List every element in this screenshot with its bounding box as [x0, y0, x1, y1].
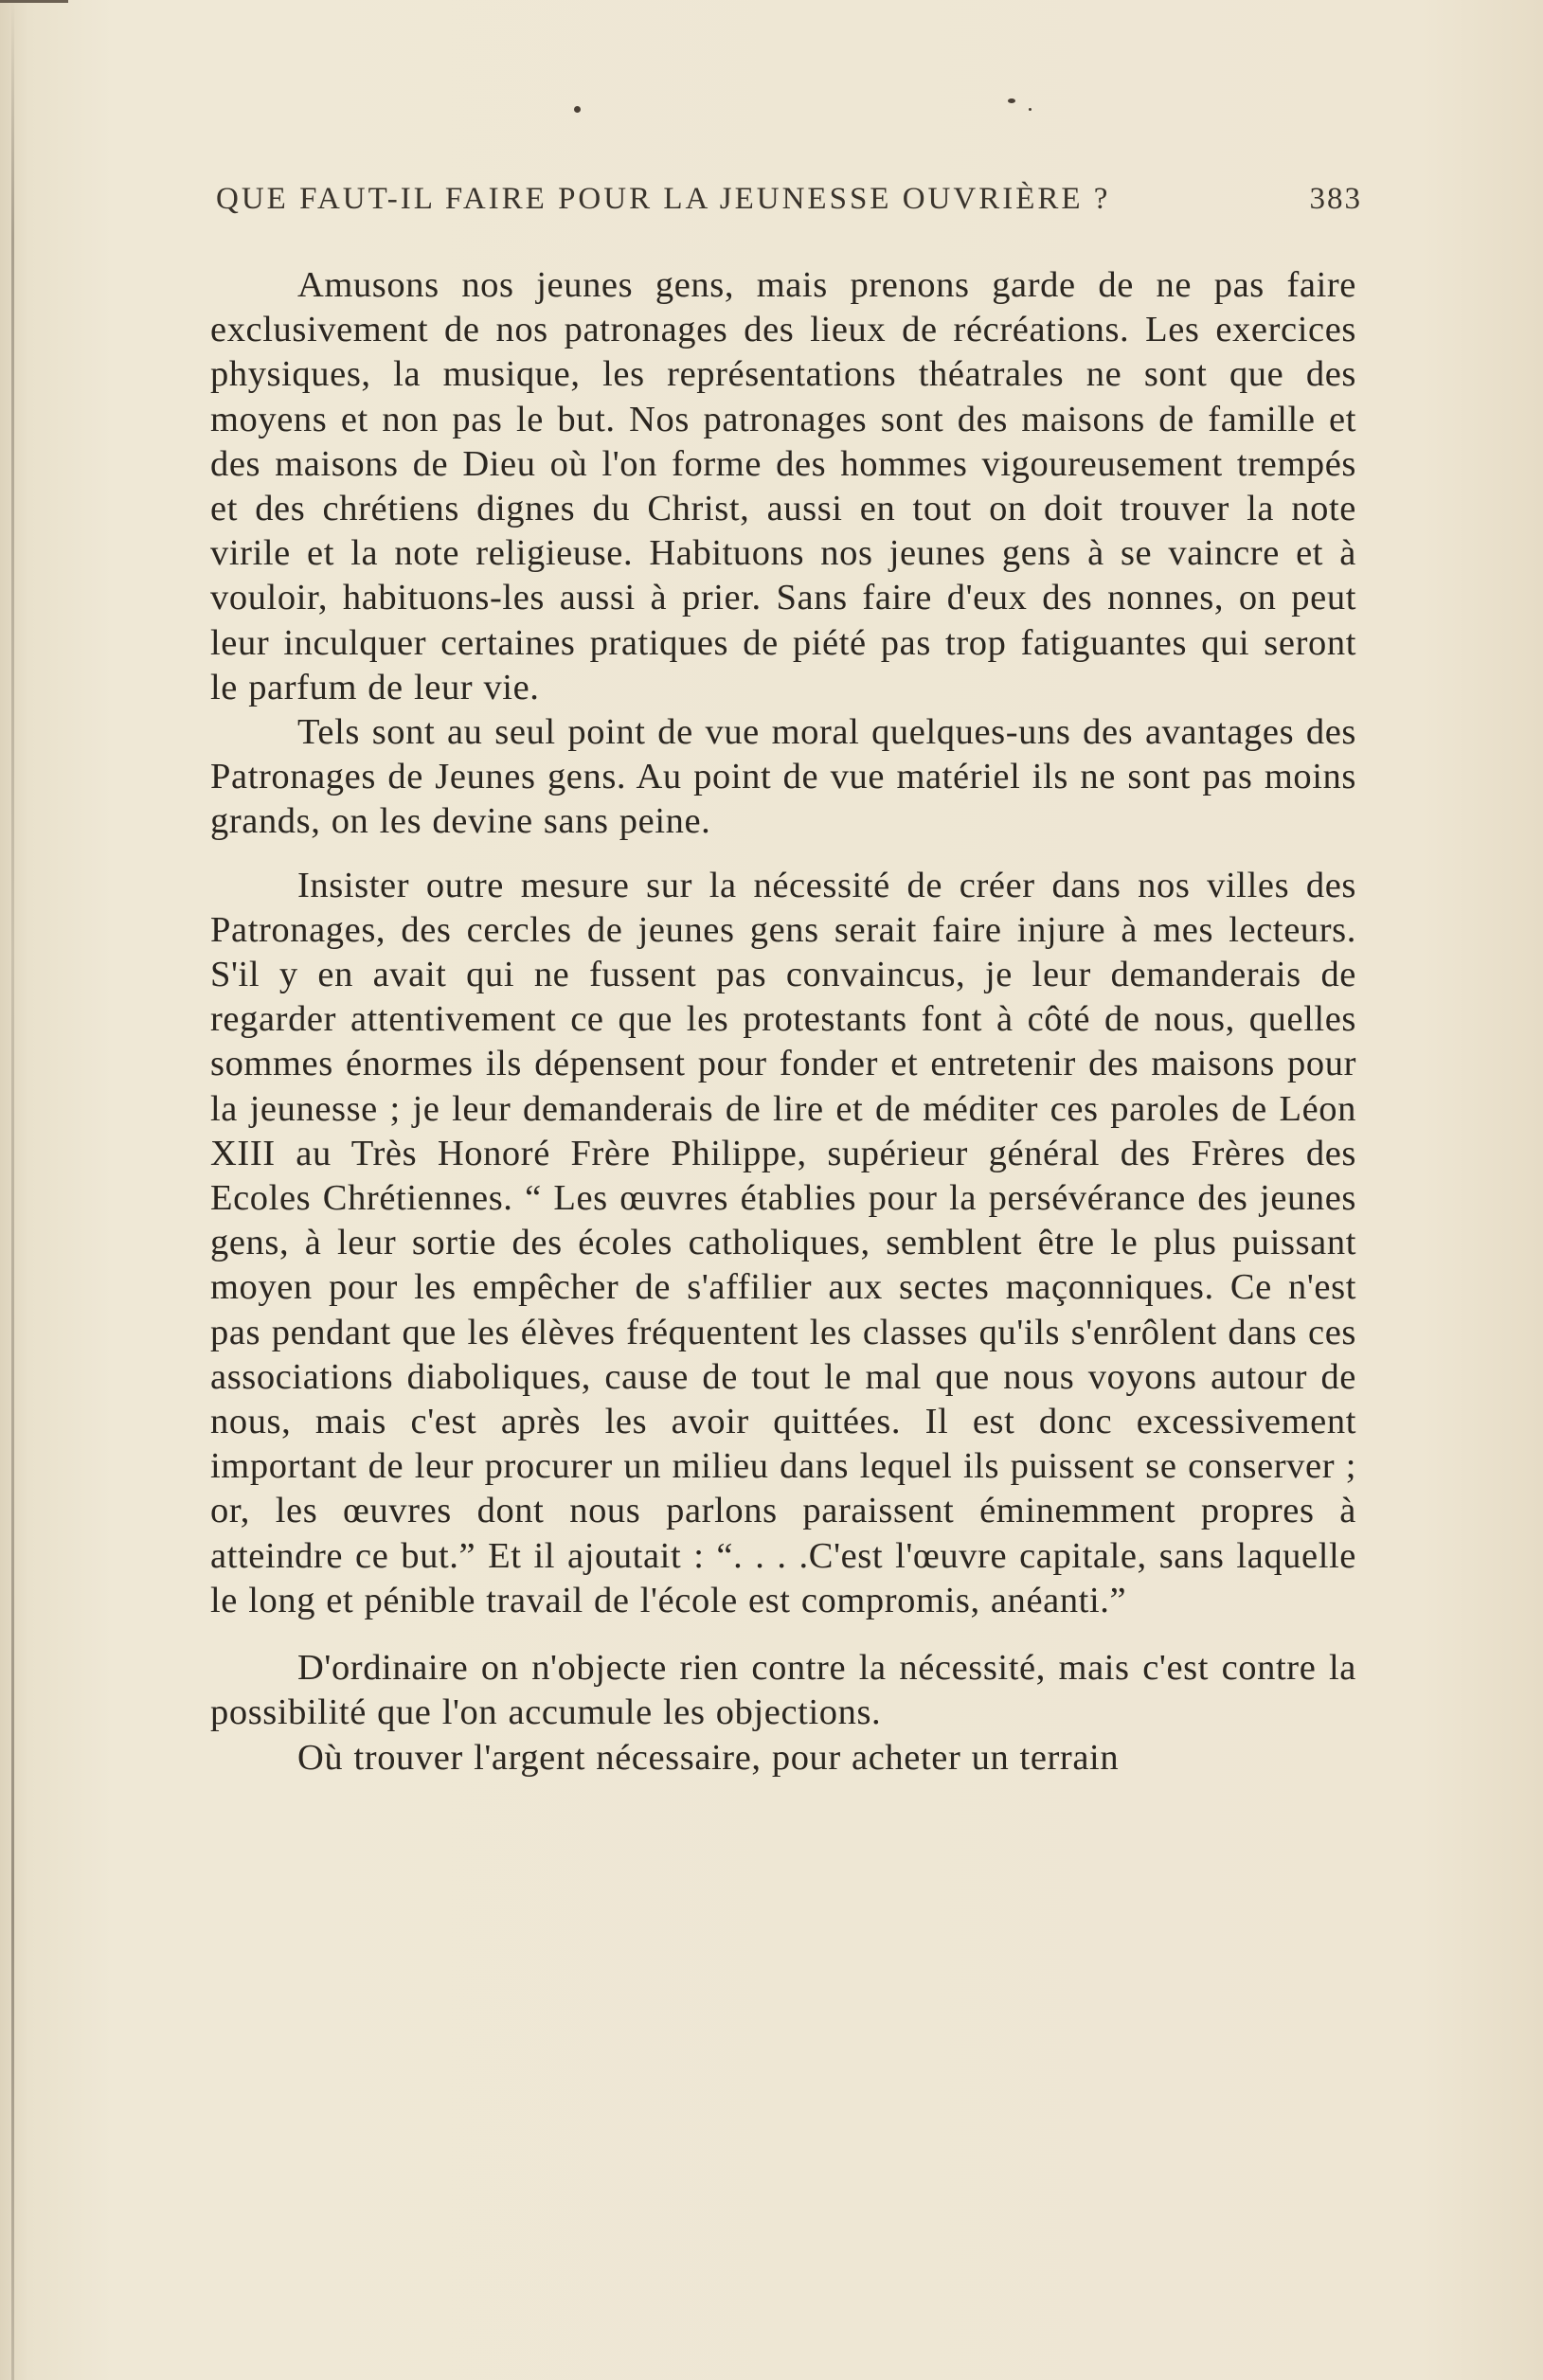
paragraph-5: Où trouver l'argent nécessaire, pour acheter un terrain	[297, 1737, 1120, 1778]
paragraph-1: Amusons nos jeunes gens, mais prenons garde de ne pas faire exclusivement de nos patronages des lieux de récréations. Les exercices physiques, la musique, les représentations théatrales ne sont que des moyens et non pas le but. Nos patronages sont des maisons de famille et des maisons de Dieu où l'on forme des hommes vigoureusement trempés et des chrétiens dignes du Christ, aussi en tout on doit trouver la note virile et la note religieuse. Habituons nos jeunes gens à se vaincre et à vouloir, habituons-les aussi à prier. Sans faire d'eux des nonnes, on peut leur inculquer certaines pratiques de piété pas trop fatiguantes qui seront le parfum de leur vie.	[210, 265, 1356, 707]
paragraph-3: Insister outre mesure sur la nécessité de créer dans nos villes des Patronages, des cercles de jeunes gens serait faire injure à mes lecteurs. S'il y en avait qui ne fussent pas convaincus, je leur demanderais de regarder attentivement ce que les protestants font à côté de nous, quelles sommes énormes ils dépensent pour fonder et entretenir des maisons pour la jeunesse ; je leur demanderais de lire et de méditer ces paroles de Léon XIII au Très Honoré Frère Philippe, supérieur général des Frères des Ecoles Chrétiennes. “ Les œuvres établies pour la persévérance des jeunes gens, à leur sortie des écoles catholiques, semblent être le plus puissant moyen pour les empêcher de s'affilier aux sectes maçonniques. Ce n'est pas pendant que les élèves fréquentent les classes qu'ils s'enrôlent dans ces associations diaboliques, cause de tout le mal que nous voyons autour de nous, mais c'est après les avoir quittées. Il est donc excessivement important de leur procurer un milieu dans lequel ils puissent se conserver ; or, les œuvres dont nous parlons paraissent éminemment propres à atteindre ce but.” Et il ajoutait : “. . . .C'est l'œuvre capitale, sans laquelle le long et pénible travail de l'école est compromis, anéanti.”	[210, 865, 1356, 1620]
running-head	[216, 182, 1362, 229]
running-head-title: QUE FAUT-IL FAIRE POUR LA JEUNESSE OUVRIÈRE ?	[216, 182, 1111, 216]
binding-edge-shadow	[11, 0, 14, 2380]
ink-speck	[1008, 98, 1015, 103]
paragraph-4: D'ordinaire on n'objecte rien contre la nécessité, mais c'est contre la possibilité que l'on accumule les objections.	[210, 1648, 1356, 1733]
body-text	[210, 263, 1356, 1781]
ink-speck	[1029, 108, 1032, 111]
ink-speck	[574, 106, 581, 113]
top-edge-rule	[0, 0, 68, 3]
paragraph-2: Tels sont au seul point de vue moral quelques-uns des avantages des Patronages de Jeunes gens. Au point de vue matériel ils ne sont pas moins grands, on les devine sans peine.	[210, 712, 1356, 842]
page-number: 383	[1309, 182, 1362, 216]
